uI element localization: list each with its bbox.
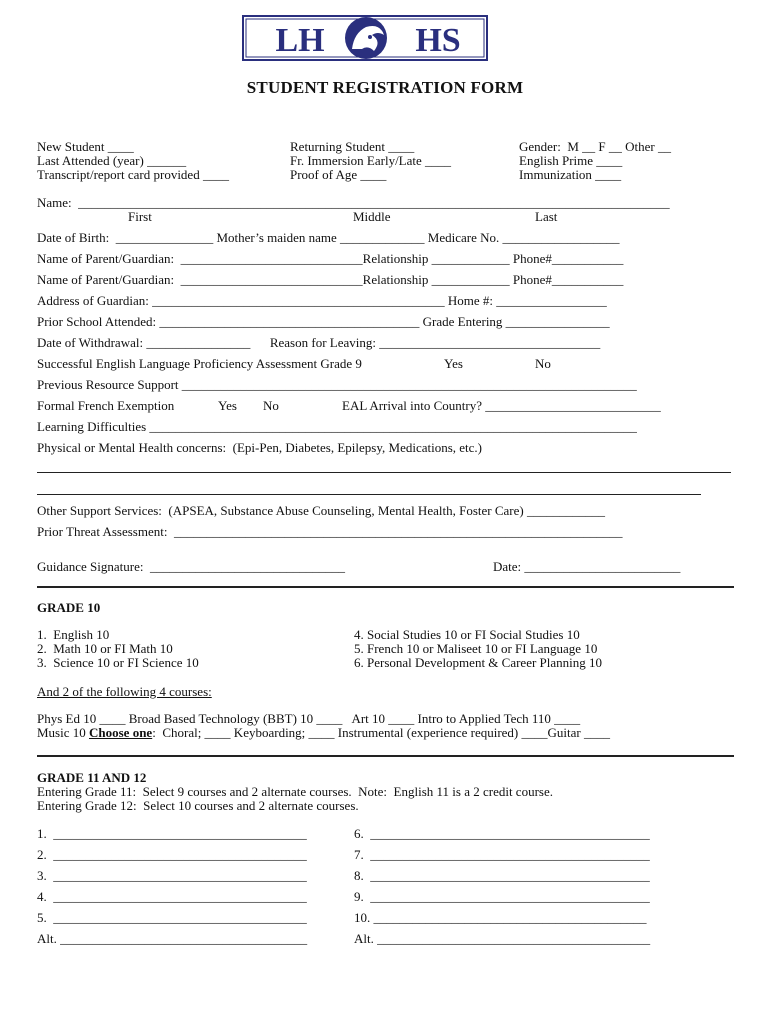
french-exemption-no[interactable]: No <box>263 398 279 413</box>
choose-one-label: Choose one <box>89 725 153 740</box>
grade10-course: 4. Social Studies 10 or FI Social Studies 10 <box>354 627 580 642</box>
transcript-field[interactable]: Transcript/report card provided ____ <box>37 167 229 182</box>
logo-text-left: LH <box>275 22 325 59</box>
health-line-1[interactable] <box>37 472 731 473</box>
grade-11-instruction: Entering Grade 11: Select 9 courses and 2 alternate courses. Note: English 11 is a 2 credit course. <box>37 784 553 799</box>
alternate-choice-line[interactable]: Alt. ______________________________________ <box>37 931 308 946</box>
music-row[interactable] <box>37 726 610 740</box>
learning-difficulties-row[interactable]: Learning Difficulties ___________________________________________________________________________ <box>37 419 637 434</box>
grade-12-instruction: Entering Grade 12: Select 10 courses and 2 alternate courses. <box>37 798 359 813</box>
gender-field[interactable]: Gender: M __ F __ Other __ <box>519 139 672 154</box>
name-first-label: First <box>128 209 152 224</box>
grade10-course: 1. English 10 <box>37 627 110 642</box>
grade-11-12-heading: GRADE 11 AND 12 <box>37 770 147 785</box>
date-field[interactable]: Date: ________________________ <box>493 559 681 574</box>
alternate-choice-line[interactable]: Alt. __________________________________________ <box>354 931 651 946</box>
electives-instruction: And 2 of the following 4 courses: <box>37 684 212 699</box>
threat-assessment-row[interactable]: Prior Threat Assessment: _____________________________________________________________________ <box>37 524 623 539</box>
course-choice-line[interactable]: 5. _______________________________________ <box>37 910 307 925</box>
electives-row[interactable]: Phys Ed 10 ____ Broad Based Technology (BBT) 10 ____ Art 10 ____ Intro to Applied Tech 110 ____ <box>37 711 581 726</box>
school-logo <box>242 15 488 61</box>
french-exemption-label: Formal French Exemption <box>37 398 175 413</box>
course-choice-line[interactable]: 3. _______________________________________ <box>37 868 307 883</box>
english-proficiency-label: Successful English Language Proficiency Assessment Grade 9 <box>37 356 362 371</box>
returning-student-field[interactable]: Returning Student ____ <box>290 139 415 154</box>
course-choice-line[interactable]: 2. _______________________________________ <box>37 847 307 862</box>
withdrawal-row[interactable]: Date of Withdrawal: ________________ Reason for Leaving: __________________________________ <box>37 335 601 350</box>
english-proficiency-no[interactable]: No <box>535 356 551 371</box>
eal-arrival-field[interactable]: EAL Arrival into Country? ___________________________ <box>342 398 661 413</box>
immersion-field[interactable]: Fr. Immersion Early/Late ____ <box>290 153 452 168</box>
guardian-1-row[interactable]: Name of Parent/Guardian: ____________________________Relationship ____________ Phone#___________ <box>37 251 624 266</box>
health-concerns-label: Physical or Mental Health concerns: (Epi-Pen, Diabetes, Epilepsy, Medications, etc.) <box>37 440 483 455</box>
grade-10-heading: GRADE 10 <box>37 600 101 615</box>
health-line-2[interactable] <box>37 494 701 495</box>
grade10-course: 5. French 10 or Maliseet 10 or FI Language 10 <box>354 641 598 656</box>
form-title: STUDENT REGISTRATION FORM <box>246 78 524 97</box>
section-divider <box>37 586 734 588</box>
grade10-course: 3. Science 10 or FI Science 10 <box>37 655 199 670</box>
course-choice-line[interactable]: 7. ___________________________________________ <box>354 847 650 862</box>
music-label: Music 10 <box>37 725 89 740</box>
english-prime-field[interactable]: English Prime ____ <box>519 153 623 168</box>
course-choice-line[interactable]: 9. ___________________________________________ <box>354 889 650 904</box>
guardian-2-row[interactable]: Name of Parent/Guardian: ____________________________Relationship ____________ Phone#___________ <box>37 272 624 287</box>
music-options[interactable]: : Choral; ____ Keyboarding; ____ Instrumental (experience required) ____Guitar ____ <box>152 725 610 740</box>
last-attended-field[interactable]: Last Attended (year) ______ <box>37 153 187 168</box>
section-divider <box>37 755 734 757</box>
course-choice-line[interactable]: 1. _______________________________________ <box>37 826 307 841</box>
resource-support-row[interactable]: Previous Resource Support ______________________________________________________________________ <box>37 377 637 392</box>
name-last-label: Last <box>535 209 558 224</box>
proof-of-age-field[interactable]: Proof of Age ____ <box>290 167 387 182</box>
course-choice-line[interactable]: 8. ___________________________________________ <box>354 868 650 883</box>
english-proficiency-yes[interactable]: Yes <box>444 356 463 371</box>
new-student-field[interactable]: New Student ____ <box>37 139 134 154</box>
date-of-birth-row[interactable]: Date of Birth: _______________ Mother’s maiden name _____________ Medicare No. __________________ <box>37 230 620 245</box>
address-row[interactable]: Address of Guardian: _____________________________________________ Home #: _________________ <box>37 293 607 308</box>
other-support-row[interactable]: Other Support Services: (APSEA, Substance Abuse Counseling, Mental Health, Foster Care) ____________ <box>37 503 605 518</box>
mascot-icon <box>345 17 387 59</box>
logo-text-right: HS <box>415 22 461 59</box>
name-middle-label: Middle <box>353 209 391 224</box>
french-exemption-yes[interactable]: Yes <box>218 398 237 413</box>
grade10-course: 2. Math 10 or FI Math 10 <box>37 641 173 656</box>
grade10-course: 6. Personal Development & Career Planning 10 <box>354 655 603 670</box>
prior-school-row[interactable]: Prior School Attended: ________________________________________ Grade Entering ________________ <box>37 314 610 329</box>
immunization-field[interactable]: Immunization ____ <box>519 167 622 182</box>
guidance-signature-field[interactable]: Guidance Signature: ______________________________ <box>37 559 345 574</box>
name-field[interactable]: Name: ___________________________________________________________________________________________ <box>37 195 670 210</box>
course-choice-line[interactable]: 6. ___________________________________________ <box>354 826 650 841</box>
course-choice-line[interactable]: 4. _______________________________________ <box>37 889 307 904</box>
course-choice-line[interactable]: 10. __________________________________________ <box>354 910 647 925</box>
